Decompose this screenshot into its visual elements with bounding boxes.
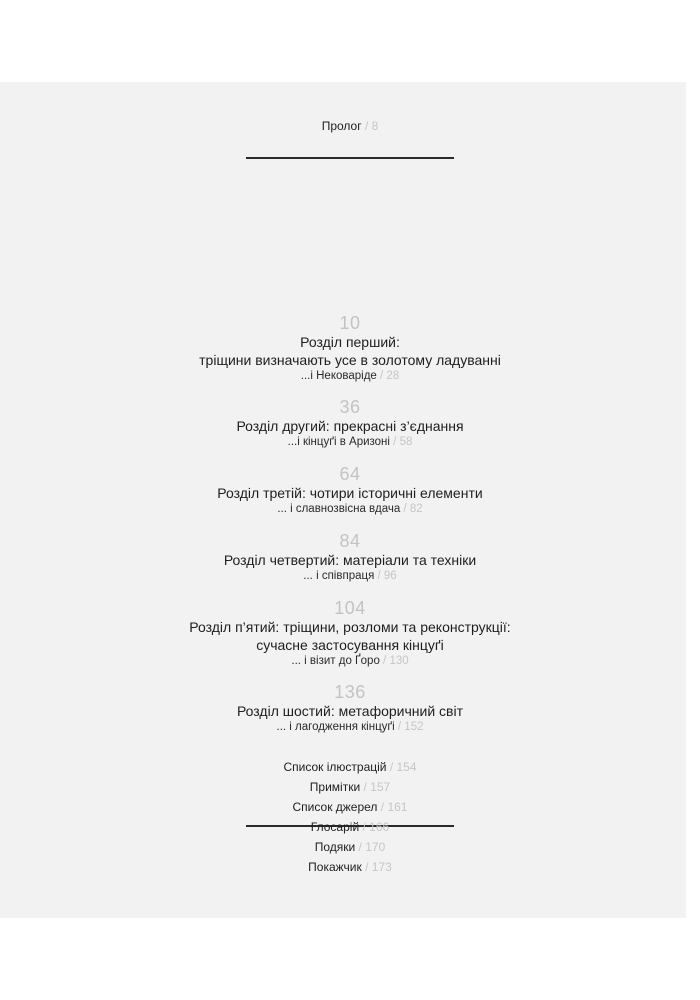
toc-chapter-5 xyxy=(0,598,700,668)
backmatter-page: 157 xyxy=(370,780,391,794)
chapter-start-page: 64 xyxy=(339,464,361,484)
subsection-separator: / xyxy=(376,370,387,382)
backmatter-page: 166 xyxy=(369,820,390,834)
backmatter-separator: / xyxy=(359,820,370,834)
subsection-page: 152 xyxy=(404,721,424,733)
backmatter-label: Покажчик xyxy=(308,860,362,874)
toc-chapter-3 xyxy=(0,464,700,516)
prolog-page: 8 xyxy=(371,119,379,133)
backmatter-item xyxy=(0,837,700,857)
prolog-label: Пролог xyxy=(321,119,362,133)
chapter-subsection xyxy=(0,435,700,449)
prolog-separator: / xyxy=(361,119,372,133)
subsection-label: ...і кінцуґі в Аризоні xyxy=(287,436,390,448)
chapter-title-line: сучасне застосування кінцуґі xyxy=(256,637,444,653)
backmatter-item xyxy=(0,797,700,817)
chapter-title-line: тріщини визначають усе в золотому ладуванні xyxy=(199,352,501,368)
backmatter-page: 170 xyxy=(365,840,386,854)
chapter-start-page: 36 xyxy=(339,397,361,417)
backmatter-item xyxy=(0,817,700,837)
subsection-page: 130 xyxy=(389,655,409,667)
chapter-title-line: Розділ другий: прекрасні з’єднання xyxy=(236,418,464,434)
chapter-subsection xyxy=(0,720,700,734)
backmatter-label: Примітки xyxy=(309,780,361,794)
chapter-title-line: Розділ п’ятий: тріщини, розломи та реконструкції: xyxy=(189,619,511,635)
chapter-subsection xyxy=(0,369,700,383)
subsection-separator: / xyxy=(394,721,405,733)
backmatter-separator: / xyxy=(355,840,366,854)
chapter-start-page: 104 xyxy=(334,598,366,618)
backmatter-page: 173 xyxy=(371,860,392,874)
backmatter-label: Список джерел xyxy=(292,800,378,814)
toc-chapter-1 xyxy=(0,313,700,383)
chapter-title-line: Розділ перший: xyxy=(300,334,400,350)
subsection-label: ... і візит до Ґоро xyxy=(291,655,380,667)
backmatter-item xyxy=(0,777,700,797)
subsection-page: 82 xyxy=(409,503,423,515)
subsection-separator: / xyxy=(389,436,400,448)
backmatter-item xyxy=(0,757,700,777)
backmatter-separator: / xyxy=(377,800,388,814)
toc-chapter-4 xyxy=(0,531,700,583)
backmatter-label: Список ілюстрацій xyxy=(283,760,387,774)
backmatter-label: Подяки xyxy=(314,840,356,854)
toc-chapter-2 xyxy=(0,397,700,449)
subsection-page: 58 xyxy=(399,436,413,448)
toc-backmatter xyxy=(0,757,700,877)
subsection-page: 28 xyxy=(386,370,400,382)
chapter-start-page: 10 xyxy=(339,313,361,333)
backmatter-page: 154 xyxy=(396,760,417,774)
chapter-title-line: Розділ третій: чотири історичні елементи xyxy=(217,485,483,501)
subsection-page: 96 xyxy=(383,570,397,582)
backmatter-label: Глосарій xyxy=(310,820,360,834)
chapter-title-line: Розділ шостий: метафоричний світ xyxy=(236,703,464,719)
backmatter-separator: / xyxy=(361,860,372,874)
chapter-subsection xyxy=(0,502,700,516)
subsection-label: ... і славнозвісна вдача xyxy=(277,503,401,515)
backmatter-separator: / xyxy=(360,780,371,794)
toc-prolog xyxy=(0,118,700,134)
backmatter-page: 161 xyxy=(387,800,408,814)
backmatter-separator: / xyxy=(386,760,397,774)
subsection-label: ... і співпраця xyxy=(303,570,375,582)
toc-chapter-6 xyxy=(0,682,700,734)
subsection-label: ...і Нековаріде xyxy=(300,370,377,382)
subsection-separator: / xyxy=(400,503,410,515)
chapter-start-page: 136 xyxy=(334,682,366,702)
chapter-title-line: Розділ четвертий: матеріали та техніки xyxy=(223,552,477,568)
top-divider xyxy=(246,157,454,159)
subsection-separator: / xyxy=(379,655,390,667)
subsection-label: ... і лагодження кінцуґі xyxy=(276,721,395,733)
chapter-start-page: 84 xyxy=(339,531,361,551)
subsection-separator: / xyxy=(374,570,384,582)
chapter-subsection xyxy=(0,654,700,668)
chapter-subsection xyxy=(0,569,700,583)
backmatter-item xyxy=(0,857,700,877)
